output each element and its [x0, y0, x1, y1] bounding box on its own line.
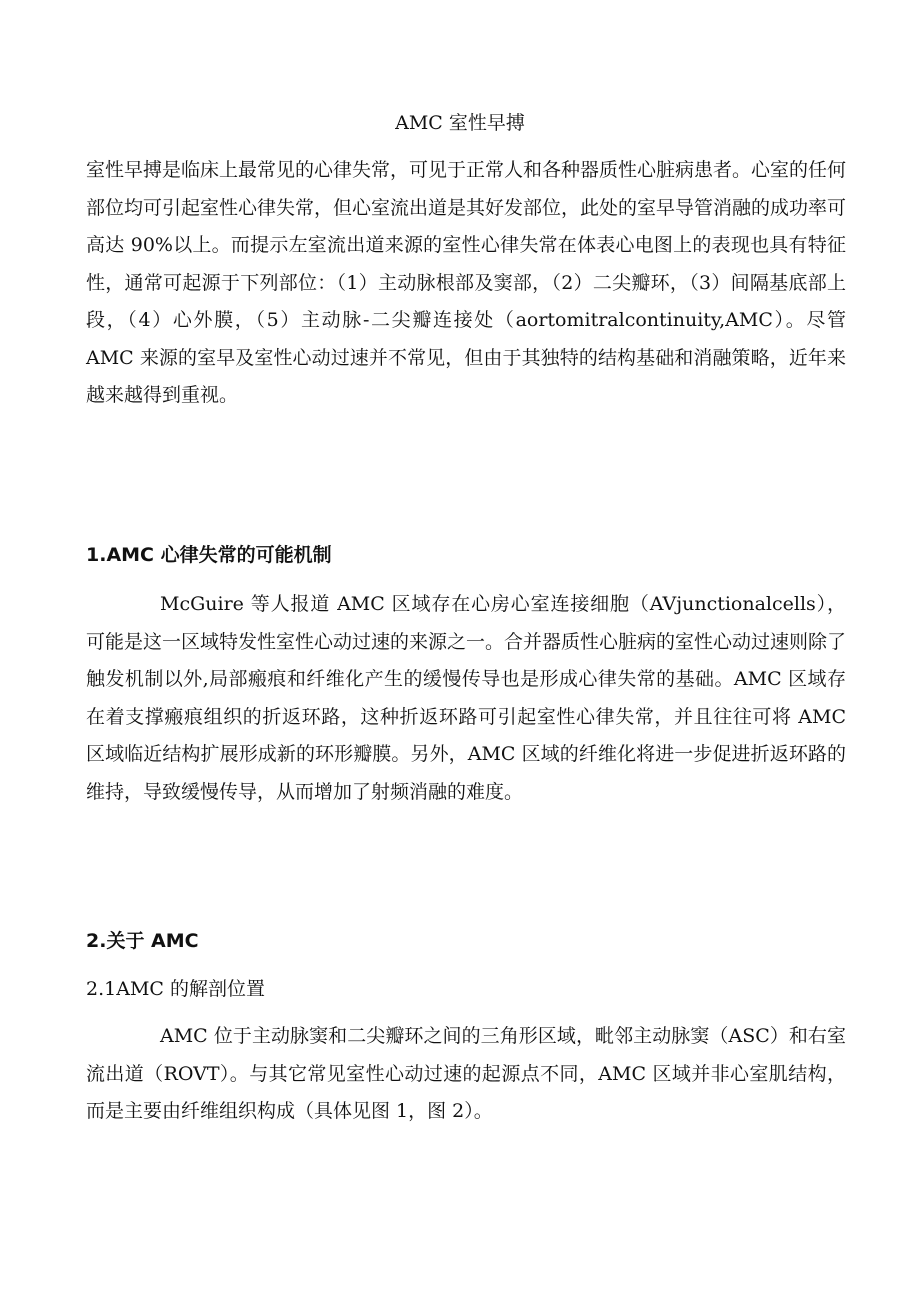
section2-1-subheading: 2.1AMC 的解剖位置	[86, 978, 265, 1000]
section1-heading: 1.AMC 心律失常的可能机制	[86, 544, 332, 566]
section2-1-paragraph: AMC 位于主动脉窦和二尖瓣环之间的三角形区域，毗邻主动脉窦（ASC）和右室流出道（ROVT）。与其它常见室性心动过速的起源点不同，AMC 区域并非心室肌结构，而是主要由纤维组织构成（具体见图 1，图 2）。	[86, 1025, 846, 1122]
section1-paragraph: McGuire 等人报道 AMC 区域存在心房心室连接细胞（AVjunctionalcells），可能是这一区域特发性室性心动过速的来源之一。合并器质性心脏病的室性心动过速则除了触发机制以外,局部瘢痕和纤维化产生的缓慢传导也是形成心律失常的基础。AMC 区域存在着支撑瘢痕组织的折返环路，这种折返环路可引起室性心律失常，并且往往可将 AMC 区域临近结构扩展形成新的环形瓣膜。另外，AMC 区域的纤维化将进一步促进折返环路的维持，导致缓慢传导，从而增加了射频消融的难度。	[86, 593, 847, 803]
section2-heading: 2.关于 AMC	[86, 930, 199, 952]
intro-paragraph: 室性早搏是临床上最常见的心律失常，可见于正常人和各种器质性心脏病患者。心室的任何部位均可引起室性心律失常，但心室流出道是其好发部位，此处的室早导管消融的成功率可高达 90%以上。而提示左室流出道来源的室性心律失常在体表心电图上的表现也具有特征性，通常可起源于下列部位：（1）主动脉根部及窦部，（2）二尖瓣环，（3）间隔基底部上段，（4）心外膜，（5）主动脉-二尖瓣连接处（aortomitralcontinuity,AMC）。尽管 AMC 来源的室早及室性心动过速并不常见，但由于其独特的结构基础和消融策略，近年来越来越得到重视。	[86, 159, 847, 406]
document-title: AMC 室性早搏	[395, 112, 525, 134]
